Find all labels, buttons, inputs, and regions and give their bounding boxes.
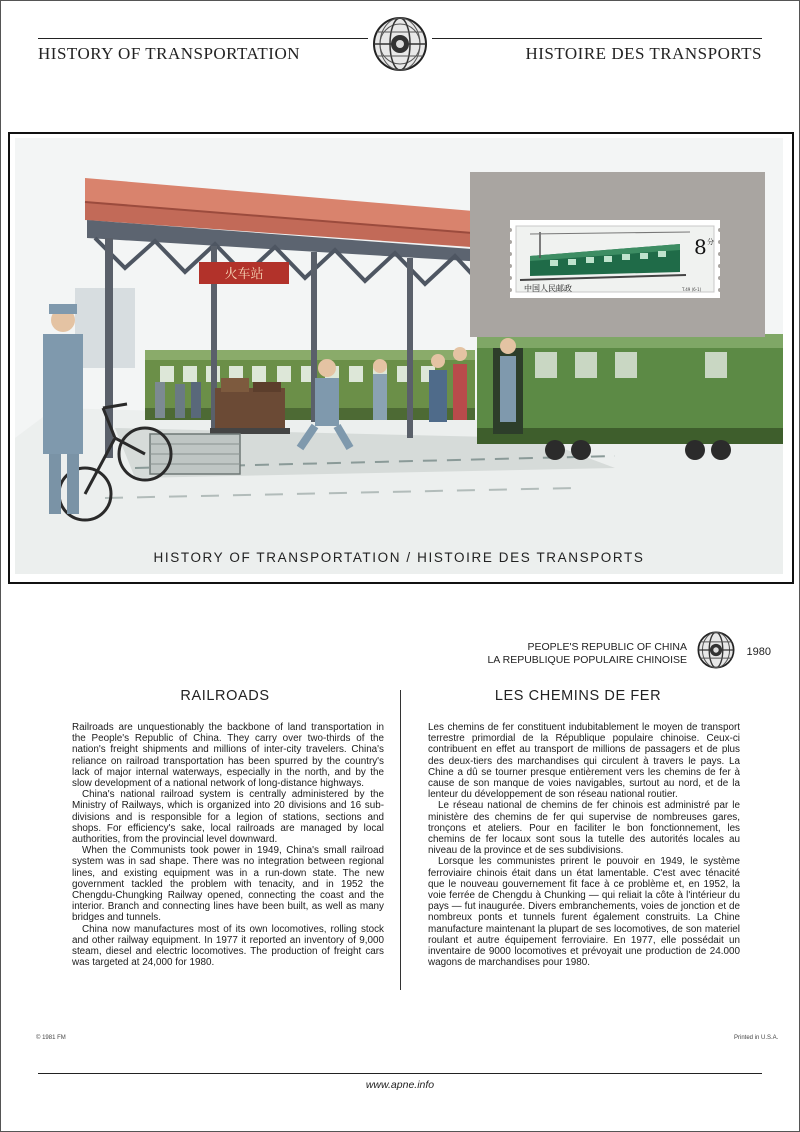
french-title: LES CHEMINS DE FER xyxy=(494,688,662,704)
header-rule-right xyxy=(432,38,762,39)
globe-emblem-icon xyxy=(372,16,428,72)
card-caption: HISTORY OF TRANSPORTATION / HISTOIRE DES TRANSPORTS xyxy=(153,550,645,565)
postage-stamp xyxy=(510,220,720,298)
header-rule-left xyxy=(38,38,368,39)
column-divider xyxy=(400,690,401,990)
french-paragraph: Le réseau national de chemins de fer chinois est administré par le ministère des chemins de fer qui supervise de nombreuses gares, tronçons et ateliers. Pour en faciliter le bon fonctionnement, les chemins de fer locaux sont sous la tutelle des autorités locales au niveau de la province et de ses subdivisions. xyxy=(428,800,740,857)
stamp-country-text: 中国人民邮政 xyxy=(524,284,572,293)
country-fr: LA REPUBLIQUE POPULAIRE CHINOISE xyxy=(487,654,687,666)
country-label xyxy=(487,641,687,667)
issue-year: 1980 xyxy=(746,646,771,658)
globe-emblem-small-icon xyxy=(697,631,735,669)
english-paragraph: China's national railroad system is centrally administered by the Ministry of Railways, which is organized into 20 divisions and 16 sub-divisions and is responsible for a legion of stations, sections and shops. For efficiency's sake, local railroads are managed by local authorities, from the provincial level downward. xyxy=(72,789,384,846)
country-en: PEOPLE'S REPUBLIC OF CHINA xyxy=(527,641,687,653)
header-title-fr: HISTOIRE DES TRANSPORTS xyxy=(525,44,762,63)
french-paragraph: Lorsque les communistes prirent le pouvoir en 1949, le système ferroviaire chinois était dans un état lamentable. C'est avec ténacité que le nouveau gouvernement fit face à ce problème et, en 1952, la voie ferrée de Chengdu à Chunking — qui reliait la côte à l'intérieur du pays — fut inaugurée. Divers embranchements, voies de jonction et de nombreux ponts et tunnels furent également construits. La Chine manufacture maintenant la plupart de ses locomotives, de son materiel roulant et autre équipement ferroviaire. En 1977, elle possédait un inventaire de 9000 locomotives et prévoyait une production de 24.000 wagons de marchandises pour 1980. xyxy=(428,856,740,969)
french-paragraph: Les chemins de fer constituent indubitablement le moyen de transport terrestre primordial de la République populaire chinoise. Ceux-ci contribuent en effet au transport de millions de passagers et de plus des deux-tiers des marchandises qui circulent à travers le pays. La Chine a dû se tourner presque entièrement vers les chemins de fer à cause de son manque de voies navigables, surtout au nord, et de la lenteur du développement de son réseau national routier. xyxy=(428,722,740,801)
stamp-currency: 分 xyxy=(707,238,714,246)
english-text xyxy=(72,722,384,968)
header-title-en: HISTORY OF TRANSPORTATION xyxy=(38,44,301,63)
english-paragraph: China now manufactures most of its own locomotives, rolling stock and other railway equipment. In 1977 it reported an inventory of 9,000 steam, diesel and electric locomotives. The production of freight cars was targeted at 24,000 for 1980. xyxy=(72,923,384,969)
station-sign-text: 火车站 xyxy=(224,267,264,282)
english-paragraph: When the Communists took power in 1949, China's small railroad system was in sad shape. There was no integration between regional lines, and existing equipment was in a run-down state. The new government tackled the problem with tenacity, and in 1952 the Chengdu-Chungking Railway opened, connecting the coast and the interior. Branch and connecting lines have been built, as well as many bridges and tunnels. xyxy=(72,845,384,924)
french-text xyxy=(428,722,740,968)
stamp-denomination: 8 xyxy=(694,235,707,259)
stamp-code: T.49 (6-1) xyxy=(682,287,702,292)
english-paragraph: Railroads are unquestionably the backbone of land transportation in the People's Republic of China. They carry over two-thirds of the nation's freight shipments and millions of inter-city travelers. China's reliance on railroad transportation has been spurred by the country's lack of major internal waterways, especially in the north, and by the slow development of a national network of long-distance highways. xyxy=(72,722,384,790)
illustration-card xyxy=(8,132,794,584)
footer-url[interactable]: www.apne.info xyxy=(365,1079,435,1091)
stamp-mount xyxy=(470,172,765,337)
copyright: © 1981 FM xyxy=(36,1035,66,1041)
printed-in: Printed in U.S.A. xyxy=(734,1035,779,1041)
english-title: RAILROADS xyxy=(180,688,270,704)
footer-rule xyxy=(38,1073,762,1074)
card-inner xyxy=(15,138,783,574)
